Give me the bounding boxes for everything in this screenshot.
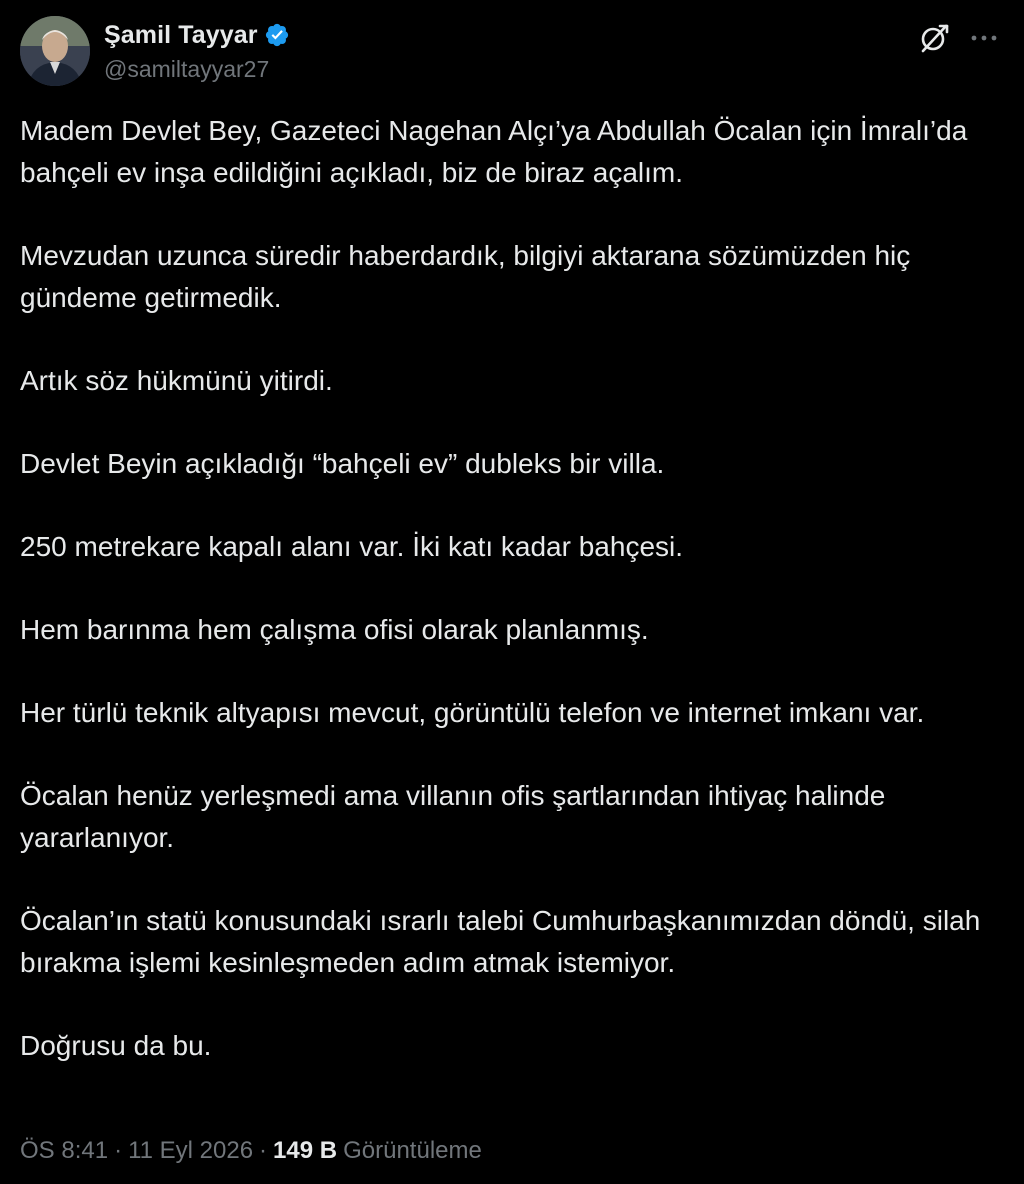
meta-separator: · xyxy=(259,1137,268,1164)
tweet-paragraph: Öcalan henüz yerleşmedi ama villanın ofis şartlarından ihtiyaç halinde yararlanıyor. xyxy=(20,780,886,853)
tweet-metadata xyxy=(20,1137,482,1165)
grok-icon[interactable] xyxy=(916,20,952,56)
avatar-photo-icon xyxy=(20,16,90,86)
meta-separator: · xyxy=(114,1137,123,1164)
tweet-header xyxy=(20,16,1004,88)
more-options-icon[interactable] xyxy=(966,20,1002,56)
display-name[interactable]: Şamil Tayyar xyxy=(104,20,258,49)
views-label[interactable]: Görüntüleme xyxy=(343,1137,482,1164)
tweet-time[interactable]: ÖS 8:41 xyxy=(20,1137,109,1164)
tweet-text xyxy=(20,110,1000,1108)
tweet-paragraph: Madem Devlet Bey, Gazeteci Nagehan Alçı’ya Abdullah Öcalan için İmralı’da bahçeli ev inşa edildiğini açıkladı, biz de biraz açalım. xyxy=(20,115,968,188)
tweet-paragraph: Devlet Beyin açıkladığı “bahçeli ev” dubleks bir villa. xyxy=(20,448,665,479)
tweet-date[interactable]: 11 Eyl 2026 xyxy=(128,1137,254,1164)
tweet-paragraph: Öcalan’ın statü konusundaki ısrarlı talebi Cumhurbaşkanımızdan döndü, silah bırakma işlemi kesinleşmeden adım atmak istemiyor. xyxy=(20,905,981,978)
views-count[interactable]: 149 B xyxy=(273,1137,338,1164)
user-handle[interactable]: @samiltayyar27 xyxy=(104,56,270,82)
tweet-paragraph: Artık söz hükmünü yitirdi. xyxy=(20,365,333,396)
tweet-paragraph: Hem barınma hem çalışma ofisi olarak planlanmış. xyxy=(20,614,649,645)
name-row xyxy=(104,18,290,52)
verified-badge-icon xyxy=(264,22,290,48)
tweet-paragraph: Doğrusu da bu. xyxy=(20,1030,212,1061)
tweet-paragraph: Mevzudan uzunca süredir haberdardık, bilgiyi aktarana sözümüzden hiç gündeme getirmedik. xyxy=(20,240,911,313)
avatar[interactable] xyxy=(20,16,90,86)
tweet-paragraph: Her türlü teknik altyapısı mevcut, görüntülü telefon ve internet imkanı var. xyxy=(20,697,925,728)
tweet-paragraph: 250 metrekare kapalı alanı var. İki katı kadar bahçesi. xyxy=(20,531,684,562)
